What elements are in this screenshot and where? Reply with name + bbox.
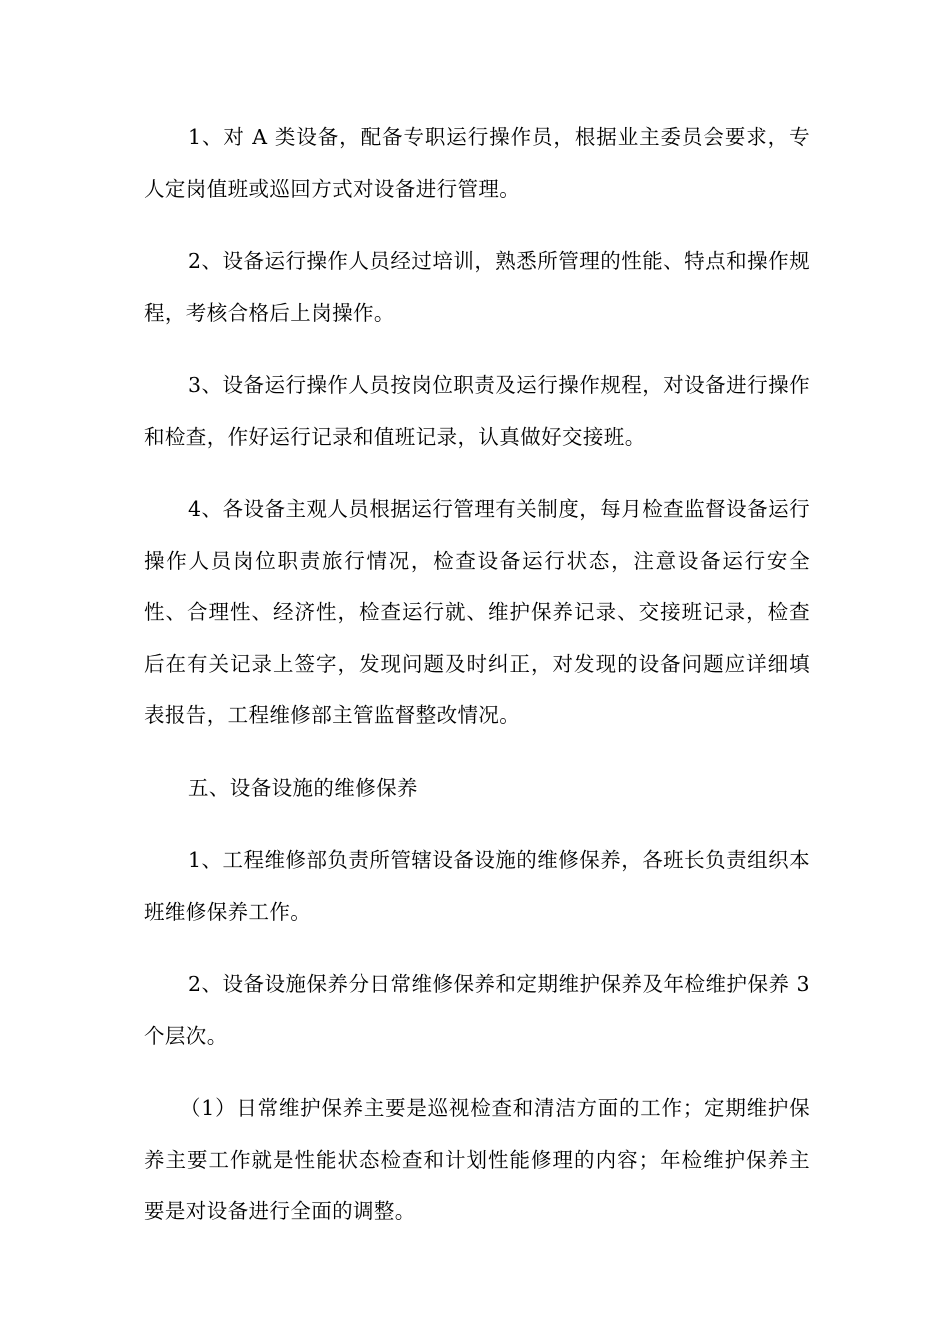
section-heading-maintenance: 五、设备设施的维修保养 <box>188 775 418 800</box>
paragraph-operation-rules: 3、设备运行操作人员按岗位职责及运行操作规程，对设备进行操作和检查，作好运行记录和值班记录，认真做好交接班。 <box>144 373 810 449</box>
paragraph-a-class-equipment: 1、对 A 类设备，配备专职运行操作员，根据业主委员会要求，专人定岗值班或巡回方式对设备进行管理。 <box>144 125 810 201</box>
document-body <box>144 112 810 1259</box>
paragraph-maintenance-responsibility: 1、工程维修部负责所管辖设备设施的维修保养，各班长负责组织本班维修保养工作。 <box>144 848 810 924</box>
paragraph-maintenance-details: （1）日常维护保养主要是巡视检查和清洁方面的工作；定期维护保养主要工作就是性能状态检查和计划性能修理的内容；年检维护保养主要是对设备进行全面的调整。 <box>144 1096 810 1223</box>
paragraph-monthly-inspection: 4、各设备主观人员根据运行管理有关制度，每月检查监督设备运行操作人员岗位职责旅行情况，检查设备运行状态，注意设备运行安全性、合理性、经济性，检查运行就、维护保养记录、交接班记录，检查后在有关记录上签字，发现问题及时纠正，对发现的设备问题应详细填表报告，工程维修部主管监督整改情况。 <box>144 497 810 727</box>
paragraph-maintenance-levels: 2、设备设施保养分日常维修保养和定期维护保养及年检维护保养 3 个层次。 <box>144 972 810 1048</box>
paragraph-operator-training: 2、设备运行操作人员经过培训，熟悉所管理的性能、特点和操作规程，考核合格后上岗操作。 <box>144 249 810 325</box>
